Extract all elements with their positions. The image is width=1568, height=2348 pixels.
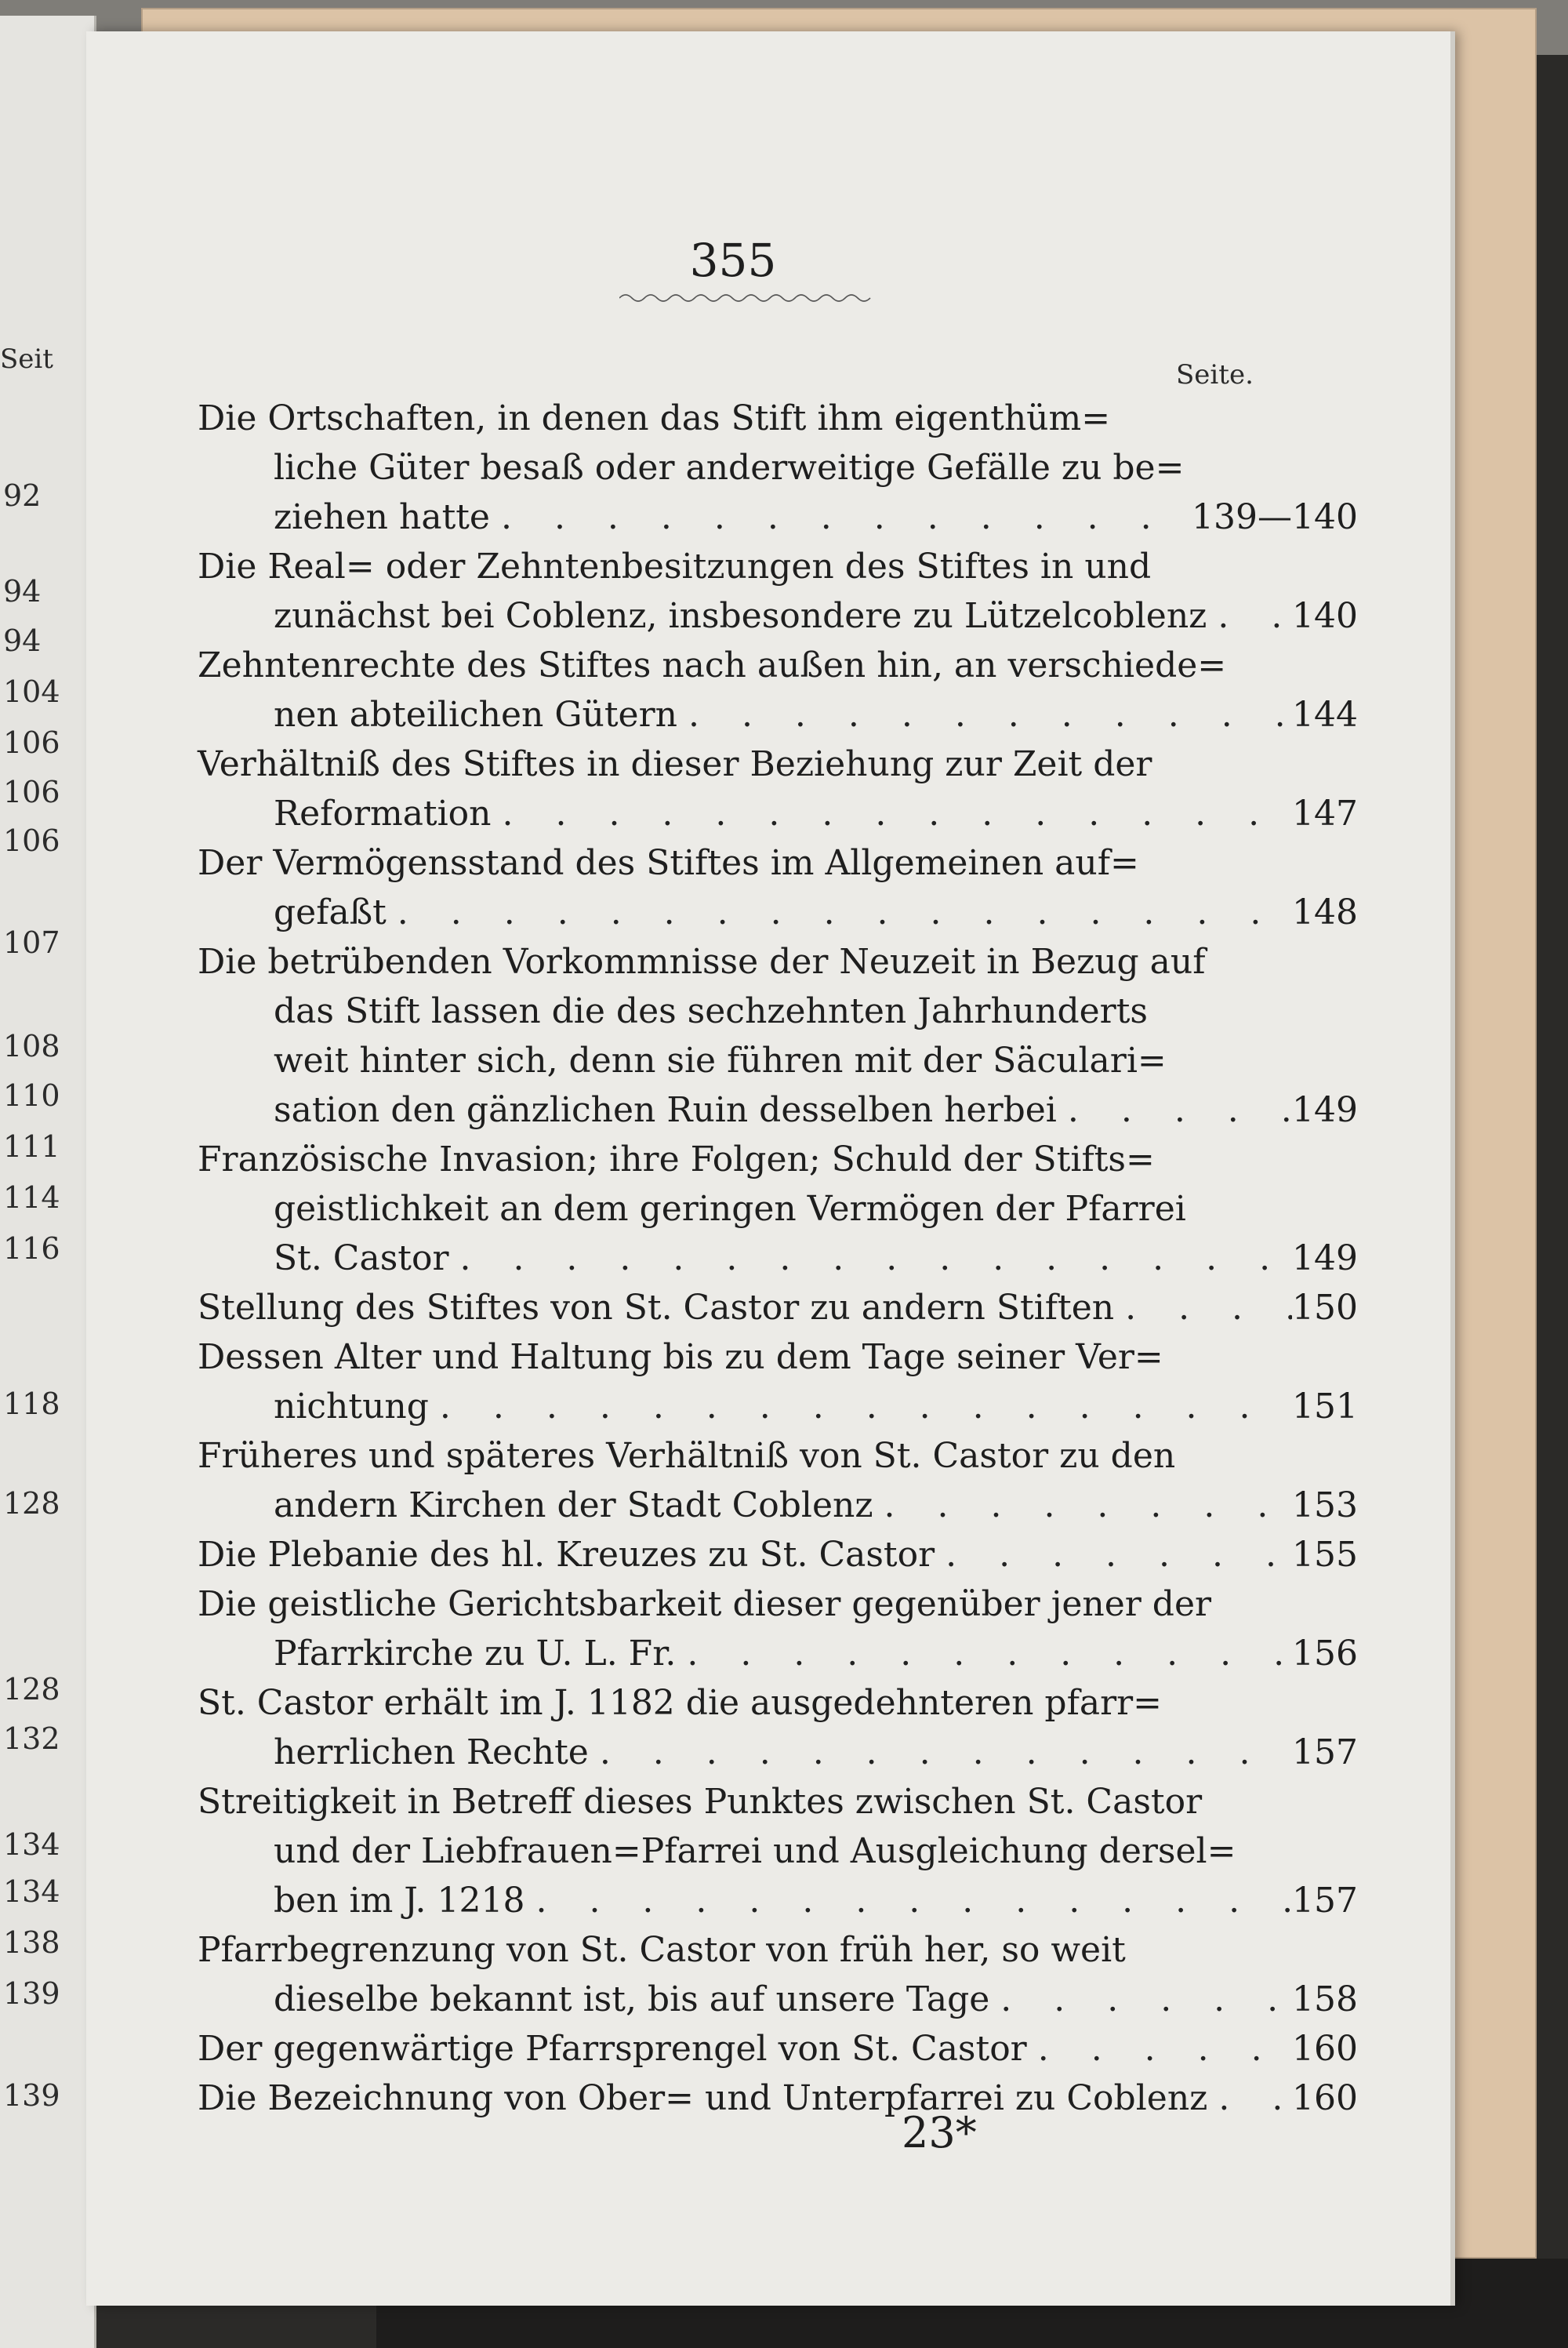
- toc-entry-page: 150: [1292, 1288, 1358, 1328]
- toc-entry-page: 160: [1292, 2029, 1358, 2069]
- previous-page-number: 134: [3, 1827, 60, 1862]
- toc-entry-line: [198, 888, 1358, 937]
- toc-entry-text: Reformation: [274, 794, 492, 834]
- toc-entry: [198, 1925, 1358, 2024]
- toc-entry: [198, 641, 1358, 740]
- toc-entry-line: [198, 492, 1358, 542]
- toc-entry-line: [198, 937, 1358, 987]
- toc-entry-text: St. Castor: [274, 1238, 449, 1278]
- previous-page-header: Seit: [0, 343, 53, 375]
- previous-page-number: 108: [3, 1029, 60, 1063]
- toc-entry-text: geistlichkeit an dem geringen Vermögen der Pfarrei: [274, 1189, 1186, 1229]
- toc-entry-page: 155: [1292, 1535, 1358, 1575]
- toc-entry-page: 160: [1292, 2078, 1358, 2118]
- toc-entry-text: weit hinter sich, denn sie führen mit der Säculari=: [274, 1041, 1167, 1081]
- toc-entry-line: [198, 1826, 1358, 1876]
- previous-page-number: 139: [3, 2078, 60, 2113]
- dot-leader: [1207, 591, 1292, 641]
- previous-page-number: 106: [3, 823, 60, 858]
- toc-entry-text: herrlichen Rechte: [274, 1732, 589, 1772]
- toc-entry: [198, 2024, 1358, 2074]
- toc-entry: [198, 838, 1358, 937]
- toc-entry-text: Pfarrbegrenzung von St. Castor von früh her, so weit: [198, 1930, 1126, 1970]
- toc-entry-line: [198, 1481, 1358, 1530]
- toc-entry-line: [198, 443, 1358, 492]
- toc-entry-line: [198, 1036, 1358, 1085]
- toc-entry-text: Verhältniß des Stiftes in dieser Beziehung zur Zeit der: [198, 744, 1152, 784]
- previous-page-number: 92: [3, 478, 42, 513]
- toc-entry-text: ben im J. 1218: [274, 1881, 525, 1921]
- toc-entry-text: Die Plebanie des hl. Kreuzes zu St. Castor: [198, 1535, 935, 1575]
- toc-entry-page: 153: [1292, 1485, 1358, 1525]
- dot-leader: [589, 1728, 1292, 1777]
- book-page: [86, 31, 1450, 2306]
- toc-entry: [198, 394, 1358, 542]
- toc-entry-line: [198, 1332, 1358, 1382]
- toc-entry-page: 156: [1292, 1634, 1358, 1674]
- toc-entry-line: [198, 591, 1358, 641]
- toc-entry: [198, 1135, 1358, 1283]
- previous-page-number: 94: [3, 574, 42, 609]
- previous-page-number: 111: [3, 1129, 60, 1164]
- toc-entry-line: [198, 1382, 1358, 1431]
- toc-entry: [198, 1431, 1358, 1530]
- toc-entry-line: [198, 740, 1358, 789]
- previous-page-number: 106: [3, 725, 60, 760]
- toc-entry-text: zunächst bei Coblenz, insbesondere zu Lützelcoblenz: [274, 596, 1207, 636]
- previous-page-number: 128: [3, 1672, 60, 1706]
- previous-page-number: 139: [3, 1976, 60, 2011]
- dot-leader: [873, 1481, 1292, 1530]
- dot-leader: [989, 1975, 1292, 2024]
- toc-entry-line: [198, 1728, 1358, 1777]
- dot-leader: [1114, 1283, 1292, 1332]
- toc-entry-line: [198, 542, 1358, 591]
- toc-entry-page: 158: [1292, 1979, 1358, 2019]
- page-number: 355: [689, 234, 777, 287]
- dot-leader: [1207, 2074, 1292, 2123]
- toc-entry-text: liche Güter besaß oder anderweitige Gefälle zu be=: [274, 448, 1185, 488]
- toc-entry-line: [198, 1085, 1358, 1135]
- dot-leader: [492, 789, 1293, 838]
- previous-page-number: 128: [3, 1486, 60, 1521]
- toc-entry: [198, 937, 1358, 1135]
- toc-entry-line: [198, 987, 1358, 1036]
- toc-entry-text: gefaßt: [274, 892, 387, 932]
- toc-entry: [198, 542, 1358, 641]
- toc-entry-text: Die Bezeichnung von Ober= und Unterpfarrei zu Coblenz: [198, 2078, 1208, 2118]
- previous-page-number: 114: [3, 1180, 60, 1215]
- toc-entry-line: [198, 1925, 1358, 1975]
- toc-entry-line: [198, 838, 1358, 888]
- dot-leader: [677, 690, 1292, 740]
- previous-page-number: 134: [3, 1874, 60, 1909]
- toc-entry-text: und der Liebfrauen=Pfarrei und Ausgleichung dersel=: [274, 1831, 1236, 1871]
- toc-entry-text: Die geistliche Gerichtsbarkeit dieser gegenüber jener der: [198, 1584, 1212, 1624]
- toc-entry-page: 147: [1292, 794, 1358, 834]
- previous-page-number: 116: [3, 1231, 60, 1266]
- toc-entry-text: Der Vermögensstand des Stiftes im Allgemeinen auf=: [198, 843, 1139, 883]
- previous-page-number: 110: [3, 1078, 60, 1113]
- dot-leader: [448, 1234, 1292, 1283]
- toc-entry-text: andern Kirchen der Stadt Coblenz: [274, 1485, 873, 1525]
- dot-leader: [387, 888, 1292, 937]
- previous-page-number: 107: [3, 925, 60, 960]
- toc-entry: [198, 1332, 1358, 1431]
- toc-entry-line: [198, 1629, 1358, 1678]
- toc-entry-line: [198, 1234, 1358, 1283]
- toc-entry-page: 149: [1292, 1090, 1358, 1130]
- toc-entry: [198, 1678, 1358, 1777]
- toc-entry-text: das Stift lassen die des sechzehnten Jahrhunderts: [274, 991, 1148, 1031]
- toc-entry-text: Pfarrkirche zu U. L. Fr.: [274, 1634, 677, 1674]
- toc-entry-line: [198, 1777, 1358, 1826]
- toc-entry-text: Zehntenrechte des Stiftes nach außen hin, an verschiede=: [198, 645, 1227, 685]
- wavy-rule-ornament: [619, 290, 878, 306]
- toc-entry-text: Früheres und späteres Verhältniß von St. Castor zu den: [198, 1436, 1176, 1476]
- toc-entry-page: 144: [1292, 695, 1358, 735]
- toc-entry-text: Dessen Alter und Haltung bis zu dem Tage seiner Ver=: [198, 1337, 1163, 1377]
- previous-page-number: 104: [3, 674, 60, 709]
- toc-entry: [198, 2074, 1358, 2123]
- toc-entry-line: [198, 2074, 1358, 2123]
- previous-page-number: 138: [3, 1925, 60, 1960]
- toc-entry-line: [198, 1678, 1358, 1728]
- table-of-contents: [198, 394, 1358, 2123]
- toc-entry-line: [198, 1975, 1358, 2024]
- toc-entry-line: [198, 394, 1358, 443]
- dot-leader: [935, 1530, 1292, 1579]
- toc-entry-page: 140: [1292, 596, 1358, 636]
- toc-entry-line: [198, 1431, 1358, 1481]
- toc-entry-text: Stellung des Stiftes von St. Castor zu andern Stiften: [198, 1288, 1115, 1328]
- toc-entry-line: [198, 2024, 1358, 2074]
- toc-entry-line: [198, 1135, 1358, 1184]
- toc-entry-text: sation den gänzlichen Ruin desselben herbei: [274, 1090, 1057, 1130]
- toc-entry-page: 148: [1292, 892, 1358, 932]
- dot-leader: [1027, 2024, 1292, 2074]
- toc-entry: [198, 1530, 1358, 1579]
- toc-entry-text: dieselbe bekannt ist, bis auf unsere Tage: [274, 1979, 990, 2019]
- toc-entry-text: nichtung: [274, 1387, 429, 1427]
- toc-entry: [198, 1579, 1358, 1678]
- toc-entry: [198, 740, 1358, 838]
- dot-leader: [429, 1382, 1292, 1431]
- page-column-header: Seite.: [1176, 359, 1254, 391]
- toc-entry: [198, 1283, 1358, 1332]
- printer-signature-mark: 23*: [902, 2108, 977, 2157]
- toc-entry-text: Die Ortschaften, in denen das Stift ihm eigenthüm=: [198, 398, 1111, 438]
- toc-entry-line: [198, 789, 1358, 838]
- toc-entry-text: nen abteilichen Gütern: [274, 695, 677, 735]
- dot-leader: [524, 1876, 1292, 1925]
- previous-page-number: 106: [3, 775, 60, 809]
- previous-page-number: 94: [3, 623, 42, 658]
- toc-entry-text: Französische Invasion; ihre Folgen; Schuld der Stifts=: [198, 1139, 1155, 1179]
- toc-entry-page: 151: [1292, 1387, 1358, 1427]
- toc-entry-page: 139—140: [1192, 497, 1358, 537]
- toc-entry-line: [198, 1184, 1358, 1234]
- dot-leader: [1057, 1085, 1292, 1135]
- dot-leader: [490, 492, 1192, 542]
- toc-entry-text: Die Real= oder Zehntenbesitzungen des Stiftes in und: [198, 547, 1152, 587]
- toc-entry-line: [198, 690, 1358, 740]
- toc-entry-line: [198, 1283, 1358, 1332]
- toc-entry-page: 157: [1292, 1881, 1358, 1921]
- toc-entry-text: Streitigkeit in Betreff dieses Punktes zwischen St. Castor: [198, 1782, 1203, 1822]
- previous-page-number: 118: [3, 1387, 60, 1421]
- previous-page-edge: [0, 16, 96, 2348]
- toc-entry-line: [198, 1579, 1358, 1629]
- toc-entry: [198, 1777, 1358, 1925]
- toc-entry-text: St. Castor erhält im J. 1182 die ausgedehnteren pfarr=: [198, 1683, 1163, 1723]
- toc-entry-line: [198, 1876, 1358, 1925]
- toc-entry-text: ziehen hatte: [274, 497, 490, 537]
- toc-entry-text: Der gegenwärtige Pfarrsprengel von St. Castor: [198, 2029, 1027, 2069]
- toc-entry-page: 149: [1292, 1238, 1358, 1278]
- dot-leader: [676, 1629, 1292, 1678]
- toc-entry-page: 157: [1292, 1732, 1358, 1772]
- toc-entry-line: [198, 1530, 1358, 1579]
- toc-entry-line: [198, 641, 1358, 690]
- toc-entry-text: Die betrübenden Vorkommnisse der Neuzeit in Bezug auf: [198, 942, 1206, 982]
- previous-page-number: 132: [3, 1721, 60, 1756]
